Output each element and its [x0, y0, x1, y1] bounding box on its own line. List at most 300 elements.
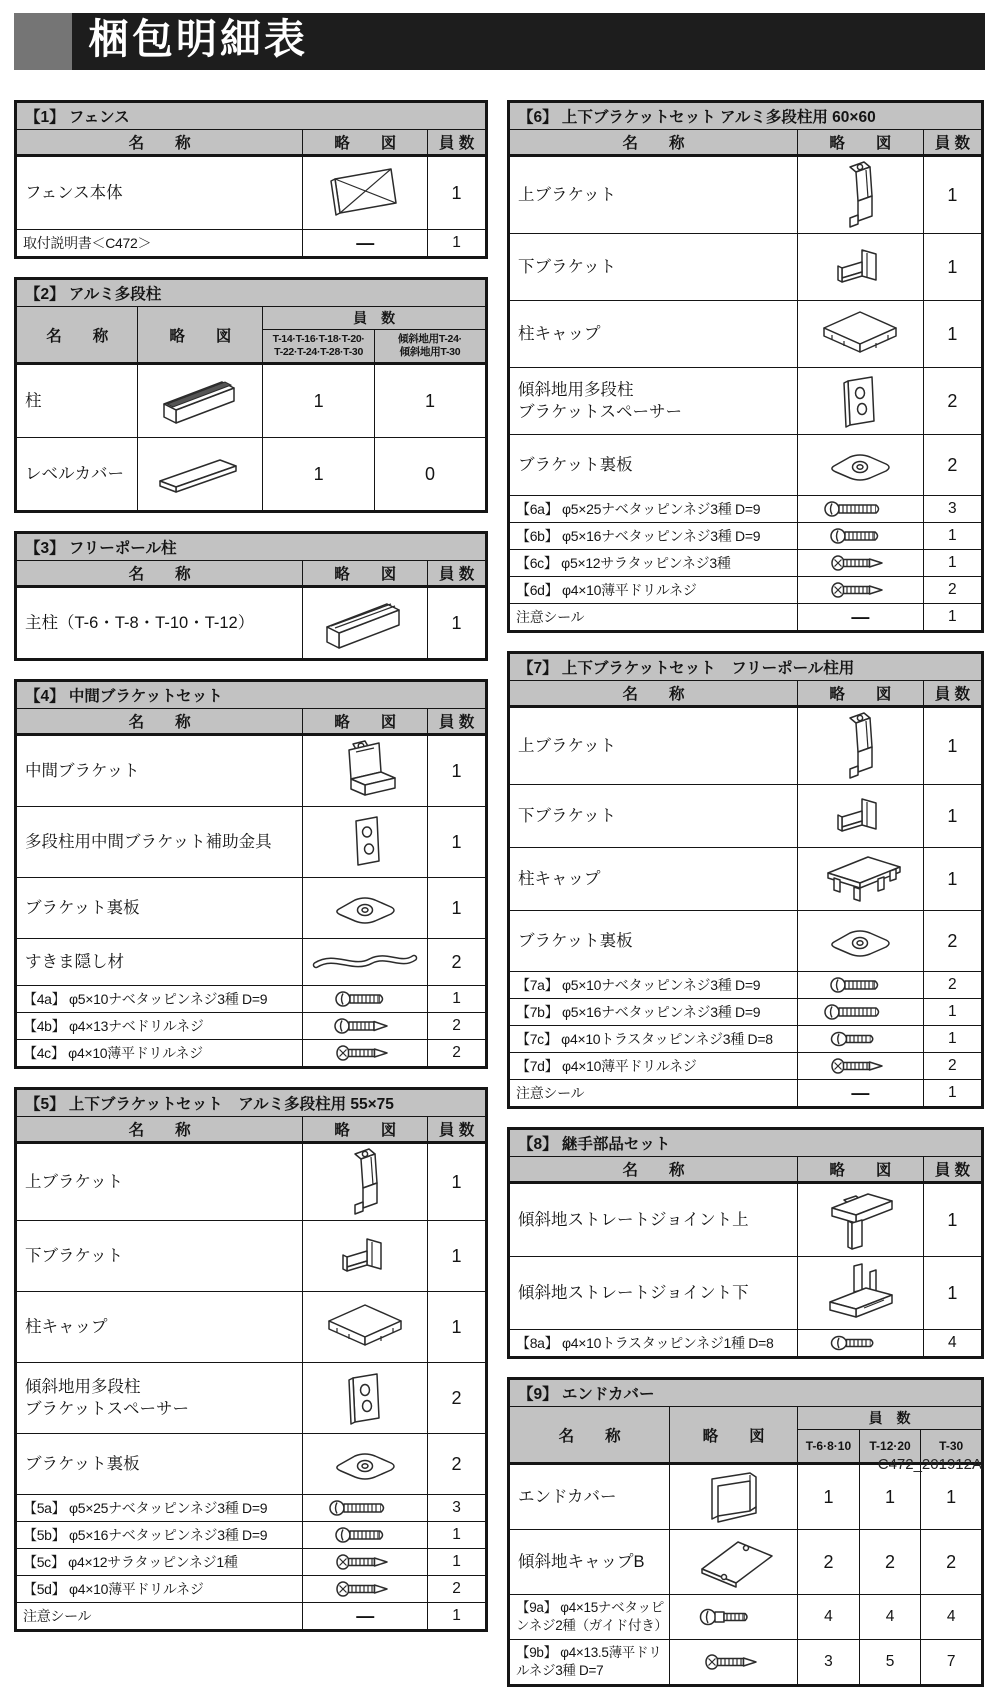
col-header-diagram: 略 図 [798, 681, 924, 707]
part-name: すきま隠し材 [16, 939, 303, 986]
part-row [16, 1040, 487, 1068]
part-name: 注意シール [16, 1603, 303, 1631]
col-header-diagram: 略 図 [138, 307, 263, 364]
part-row [16, 438, 487, 512]
part-qty: 1 [923, 707, 982, 785]
page-content [14, 100, 984, 1687]
part-qty: 1 [923, 234, 982, 301]
col-header-name: 名 称 [509, 1157, 798, 1183]
table-6 [507, 100, 984, 633]
col-header-qty: 員 数 [428, 130, 487, 156]
part-qty: 1 [263, 364, 375, 438]
table-5 [14, 1087, 488, 1632]
part-qty: 1 [923, 999, 982, 1026]
part-name: 中間ブラケット [16, 735, 303, 807]
part-row [16, 156, 487, 230]
col-header-diagram: 略 図 [303, 709, 428, 735]
part-diagram [303, 1549, 428, 1576]
part-name: 【5b】 φ5×16ナベタッピンネジ3種 D=9 [16, 1522, 303, 1549]
screw-flat-icon [828, 1057, 892, 1074]
part-row [16, 735, 487, 807]
part-name: 【5d】 φ4×10薄平ドリルネジ [16, 1576, 303, 1603]
part-row [16, 1522, 487, 1549]
lower-bracket-icon [830, 258, 890, 275]
part-name: 【7d】 φ4×10薄平ドリルネジ [509, 1053, 798, 1080]
col-header-qty: 員 数 [428, 709, 487, 735]
part-diagram [303, 1434, 428, 1495]
part-name: 【8a】 φ4×10トラスタッピンネジ1種 D=8 [509, 1330, 798, 1358]
table-2 [14, 277, 488, 513]
part-diagram [798, 435, 924, 496]
part-qty: 3 [798, 1640, 860, 1686]
right-column [507, 100, 984, 1687]
part-row [509, 972, 983, 999]
part-row [509, 1257, 983, 1330]
part-diagram [798, 550, 924, 577]
screw-flat-icon [333, 1044, 397, 1061]
part-name: 【4a】 φ5×10ナベタッピンネジ3種 D=9 [16, 986, 303, 1013]
part-qty: 1 [428, 230, 487, 258]
screw-pan-icon [333, 990, 397, 1007]
part-diagram [798, 1330, 924, 1358]
part-diagram [303, 156, 428, 230]
part-diagram [798, 496, 924, 523]
part-qty: 0 [374, 438, 486, 512]
part-qty: 7 [921, 1640, 983, 1686]
screw-truss-icon [829, 1334, 891, 1351]
page-title: 梱包明細表 [88, 16, 308, 62]
table-title-row [16, 533, 487, 561]
part-diagram [798, 604, 924, 632]
qty-subcolumn-header: 傾斜地用T-24· 傾斜地用T-30 [374, 330, 486, 364]
part-row [16, 364, 487, 438]
part-diagram [303, 1221, 428, 1292]
col-header-name: 名 称 [16, 130, 303, 156]
table-header-row [16, 1117, 487, 1143]
part-qty: 2 [428, 1040, 487, 1068]
part-name: 柱キャップ [509, 301, 798, 368]
screw-pan-icon [333, 1526, 397, 1543]
part-qty: 2 [923, 577, 982, 604]
table-title: 【8】 継手部品セット [509, 1129, 983, 1157]
part-diagram [798, 1257, 924, 1330]
table-title-row [16, 681, 487, 709]
part-name: 取付説明書＜C472＞ [16, 230, 303, 258]
part-diagram [798, 785, 924, 848]
table-title: 【7】 上下ブラケットセット フリーポール柱用 [509, 653, 983, 681]
part-name: ブラケット裏板 [509, 435, 798, 496]
part-diagram [138, 364, 263, 438]
part-qty: 2 [923, 368, 982, 435]
part-diagram [798, 301, 924, 368]
col-header-qty: 員 数 [798, 1407, 983, 1430]
part-row [509, 1330, 983, 1358]
part-qty: 1 [921, 1464, 983, 1530]
part-diagram [798, 1080, 924, 1108]
table-title: 【6】 上下ブラケットセット アルミ多段柱用 60×60 [509, 102, 983, 130]
part-name: 上ブラケット [509, 707, 798, 785]
table-title-row [16, 1089, 487, 1117]
part-diagram [303, 807, 428, 878]
part-row [509, 156, 983, 234]
screw-pan-long-icon [327, 1499, 403, 1516]
table-header-row [16, 307, 487, 330]
part-qty: 1 [923, 156, 982, 234]
part-diagram [798, 1026, 924, 1053]
col-header-diagram: 略 図 [670, 1407, 798, 1464]
table-header-row [509, 130, 983, 156]
part-diagram [303, 735, 428, 807]
dash-icon: — [851, 1082, 870, 1103]
part-diagram [670, 1595, 798, 1640]
part-name: 【6c】 φ5×12サラタッピンネジ3種 [509, 550, 798, 577]
gap-strip-icon [309, 953, 421, 970]
part-row [16, 1549, 487, 1576]
col-header-name: 名 称 [16, 1117, 303, 1143]
part-qty: 4 [921, 1595, 983, 1640]
col-header-qty: 員 数 [428, 1117, 487, 1143]
part-qty: 2 [859, 1530, 921, 1595]
part-name: 【9a】 φ4×15ナベタッピンネジ2種（ガイド付き） [509, 1595, 670, 1640]
part-qty: 1 [859, 1464, 921, 1530]
part-name: 【7c】 φ4×10トラスタッピンネジ3種 D=8 [509, 1026, 798, 1053]
part-name: 注意シール [509, 604, 798, 632]
col-header-name: 名 称 [509, 681, 798, 707]
table-title: 【3】 フリーポール柱 [16, 533, 487, 561]
part-row [509, 1026, 983, 1053]
col-header-name: 名 称 [509, 1407, 670, 1464]
back-plate-icon [822, 932, 898, 949]
part-qty: 1 [428, 1221, 487, 1292]
part-name: 上ブラケット [509, 156, 798, 234]
part-row [509, 1595, 983, 1640]
table-header-row [16, 561, 487, 587]
part-qty: 1 [428, 878, 487, 939]
part-name: レベルカバー [16, 438, 138, 512]
col-header-diagram: 略 図 [798, 130, 924, 156]
part-diagram [670, 1640, 798, 1686]
part-qty: 1 [923, 1183, 982, 1257]
part-diagram [798, 707, 924, 785]
part-name: 下ブラケット [509, 234, 798, 301]
lower-bracket-icon [830, 807, 890, 824]
part-qty: 2 [923, 1053, 982, 1080]
part-qty: 2 [428, 1013, 487, 1040]
part-name: フェンス本体 [16, 156, 303, 230]
part-row [16, 878, 487, 939]
col-header-name: 名 称 [16, 709, 303, 735]
part-row [16, 230, 487, 258]
part-name: 下ブラケット [509, 785, 798, 848]
part-diagram [303, 1013, 428, 1040]
dash-icon: — [356, 232, 375, 253]
screw-pan-drill-icon [332, 1017, 398, 1034]
part-qty: 5 [859, 1640, 921, 1686]
part-row [16, 1143, 487, 1221]
part-name: 下ブラケット [16, 1221, 303, 1292]
part-row [509, 234, 983, 301]
part-row [509, 911, 983, 972]
table-header-row [509, 1407, 983, 1430]
part-qty: 1 [923, 604, 982, 632]
part-name: 傾斜地用多段柱 ブラケットスペーサー [509, 368, 798, 435]
screw-flat-icon [333, 1553, 397, 1570]
part-name: 柱 [16, 364, 138, 438]
part-name: 【5a】 φ5×25ナベタッピンネジ3種 D=9 [16, 1495, 303, 1522]
lower-bracket-icon [335, 1247, 395, 1264]
post-cap-icon [323, 1318, 407, 1335]
part-qty: 1 [428, 156, 487, 230]
part-name: 【4b】 φ4×13ナベドリルネジ [16, 1013, 303, 1040]
part-qty: 1 [374, 364, 486, 438]
qty-subcolumn-header: T-30 [921, 1430, 983, 1464]
part-qty: 2 [923, 911, 982, 972]
part-qty: 1 [923, 1026, 982, 1053]
part-qty: 1 [923, 301, 982, 368]
table-9 [507, 1377, 984, 1687]
part-name: 【5c】 φ4×12サラタッピンネジ1種 [16, 1549, 303, 1576]
part-qty: 1 [428, 587, 487, 660]
back-plate-icon [327, 899, 403, 916]
part-diagram [303, 1495, 428, 1522]
part-row [16, 1013, 487, 1040]
post-cap-icon [818, 325, 902, 342]
table-4 [14, 679, 488, 1069]
part-qty: 2 [923, 435, 982, 496]
col-header-name: 名 称 [16, 307, 138, 364]
part-qty: 2 [923, 972, 982, 999]
part-row [16, 807, 487, 878]
part-qty: 1 [923, 1257, 982, 1330]
part-qty: 1 [923, 550, 982, 577]
part-row [16, 986, 487, 1013]
part-row [16, 1603, 487, 1631]
part-name: ブラケット裏板 [16, 878, 303, 939]
table-title: 【5】 上下ブラケットセット アルミ多段柱用 55×75 [16, 1089, 487, 1117]
part-row [509, 848, 983, 911]
part-qty: 2 [798, 1530, 860, 1595]
part-name: 【7a】 φ5×10ナベタッピンネジ3種 D=9 [509, 972, 798, 999]
back-plate-icon [327, 1455, 403, 1472]
part-diagram [303, 1363, 428, 1434]
part-row [509, 301, 983, 368]
part-diagram [138, 438, 263, 512]
screw-flat-icon [333, 1580, 397, 1597]
title-accent-square [14, 13, 72, 70]
part-name: 【9b】 φ4×13.5薄平ドリルネジ3種 D=7 [509, 1640, 670, 1686]
table-title-row [509, 102, 983, 130]
screw-truss-icon [829, 1030, 891, 1047]
col-header-name: 名 称 [16, 561, 303, 587]
part-diagram [798, 972, 924, 999]
part-qty: 1 [428, 807, 487, 878]
part-name: エンドカバー [509, 1464, 670, 1530]
table-8 [507, 1127, 984, 1359]
part-diagram [798, 1183, 924, 1257]
part-row [509, 368, 983, 435]
part-qty: 1 [923, 523, 982, 550]
part-row [509, 1053, 983, 1080]
part-row [16, 1363, 487, 1434]
aux-plate-icon [343, 833, 387, 850]
part-diagram [303, 1576, 428, 1603]
part-name: ブラケット裏板 [509, 911, 798, 972]
screw-pan-icon [828, 976, 892, 993]
part-row [509, 523, 983, 550]
dash-icon: — [851, 606, 870, 627]
part-qty: 1 [428, 1603, 487, 1631]
part-diagram [303, 587, 428, 660]
table-title: 【1】 フェンス [16, 102, 487, 130]
screw-pan-long-icon [822, 500, 898, 517]
part-qty: 3 [923, 496, 982, 523]
part-diagram [303, 1040, 428, 1068]
screw-pan-guide-icon [699, 1608, 769, 1625]
part-row [509, 1464, 983, 1530]
part-diagram [303, 230, 428, 258]
part-name: 傾斜地用多段柱 ブラケットスペーサー [16, 1363, 303, 1434]
part-name: 【6d】 φ4×10薄平ドリルネジ [509, 577, 798, 604]
part-diagram [303, 878, 428, 939]
col-header-name: 名 称 [509, 130, 798, 156]
screw-pan-long-icon [822, 1003, 898, 1020]
left-column [14, 100, 488, 1687]
post-cap-wide-icon [814, 870, 906, 887]
part-diagram [303, 1143, 428, 1221]
col-header-diagram: 略 図 [303, 561, 428, 587]
part-row [509, 999, 983, 1026]
table-title-row [16, 102, 487, 130]
part-name: 柱キャップ [509, 848, 798, 911]
qty-subcolumn-header: T-14·T-16·T-18·T-20· T-22·T-24·T-28·T-30 [263, 330, 375, 364]
part-diagram [798, 848, 924, 911]
table-header-row [509, 681, 983, 707]
part-diagram [798, 1053, 924, 1080]
joint-lower-icon [816, 1284, 904, 1301]
part-name: 【7b】 φ5×16ナベタッピンネジ3種 D=9 [509, 999, 798, 1026]
screw-flat-icon [828, 581, 892, 598]
part-row [509, 577, 983, 604]
part-row [509, 496, 983, 523]
part-qty: 1 [428, 1522, 487, 1549]
part-qty: 2 [428, 939, 487, 986]
part-row [509, 435, 983, 496]
fence-panel-icon [321, 184, 409, 201]
part-row [16, 1434, 487, 1495]
table-title-row [16, 279, 487, 307]
part-diagram [303, 986, 428, 1013]
upper-bracket-icon [830, 737, 890, 754]
part-qty: 1 [923, 785, 982, 848]
table-1 [14, 100, 488, 259]
col-header-qty: 員 数 [923, 681, 982, 707]
part-qty: 1 [923, 1080, 982, 1108]
part-row [16, 1495, 487, 1522]
part-diagram [798, 999, 924, 1026]
table-header-row [16, 130, 487, 156]
part-qty: 1 [428, 986, 487, 1013]
part-row [16, 939, 487, 986]
title-bar [14, 13, 985, 70]
part-qty: 4 [859, 1595, 921, 1640]
screw-pan-icon [828, 527, 892, 544]
part-diagram [303, 1603, 428, 1631]
part-diagram [798, 234, 924, 301]
part-name: 上ブラケット [16, 1143, 303, 1221]
part-qty: 4 [923, 1330, 982, 1358]
col-header-qty: 員 数 [263, 307, 487, 330]
qty-subcolumn-header: T-12·20 [859, 1430, 921, 1464]
part-qty: 3 [428, 1495, 487, 1522]
col-header-diagram: 略 図 [798, 1157, 924, 1183]
part-diagram [798, 577, 924, 604]
spacer-plate-icon [834, 392, 886, 409]
level-cover-icon [152, 465, 248, 482]
part-row [509, 707, 983, 785]
part-qty: 1 [428, 735, 487, 807]
part-name: 主柱（T-6・T-8・T-10・T-12） [16, 587, 303, 660]
part-name: 傾斜地ストレートジョイント上 [509, 1183, 798, 1257]
table-title: 【9】 エンドカバー [509, 1379, 983, 1407]
part-qty: 4 [798, 1595, 860, 1640]
part-row [509, 785, 983, 848]
part-name: ブラケット裏板 [16, 1434, 303, 1495]
part-row [509, 1640, 983, 1686]
part-row [16, 1292, 487, 1363]
part-diagram [670, 1464, 798, 1530]
part-diagram [798, 523, 924, 550]
part-diagram [798, 911, 924, 972]
main-post-icon [317, 614, 413, 631]
part-diagram [303, 939, 428, 986]
upper-bracket-icon [335, 1173, 395, 1190]
part-name: 多段柱用中間ブラケット補助金具 [16, 807, 303, 878]
document-code: C472_201912A [877, 1456, 982, 1473]
table-title-row [509, 1379, 983, 1407]
part-diagram [303, 1292, 428, 1363]
slope-cap-icon [688, 1553, 780, 1570]
part-row [509, 1183, 983, 1257]
spacer-plate-icon [339, 1389, 391, 1406]
screw-flat-icon [828, 554, 892, 571]
part-diagram [303, 1522, 428, 1549]
part-diagram [798, 156, 924, 234]
part-name: 柱キャップ [16, 1292, 303, 1363]
part-name: 傾斜地ストレートジョイント下 [509, 1257, 798, 1330]
part-row [16, 587, 487, 660]
part-qty: 1 [428, 1143, 487, 1221]
part-qty: 2 [921, 1530, 983, 1595]
col-header-qty: 員 数 [428, 561, 487, 587]
part-name: 注意シール [509, 1080, 798, 1108]
part-row [16, 1576, 487, 1603]
part-diagram [798, 368, 924, 435]
table-title: 【4】 中間ブラケットセット [16, 681, 487, 709]
table-title-row [509, 1129, 983, 1157]
part-qty: 1 [263, 438, 375, 512]
col-header-diagram: 略 図 [303, 1117, 428, 1143]
part-qty: 1 [428, 1549, 487, 1576]
post-icon [152, 392, 248, 409]
col-header-qty: 員 数 [923, 130, 982, 156]
table-title-row [509, 653, 983, 681]
part-row [509, 550, 983, 577]
table-3 [14, 531, 488, 661]
col-header-qty: 員 数 [923, 1157, 982, 1183]
part-name: 【6a】 φ5×25ナベタッピンネジ3種 D=9 [509, 496, 798, 523]
table-header-row [509, 1157, 983, 1183]
part-name: 【4c】 φ4×10薄平ドリルネジ [16, 1040, 303, 1068]
